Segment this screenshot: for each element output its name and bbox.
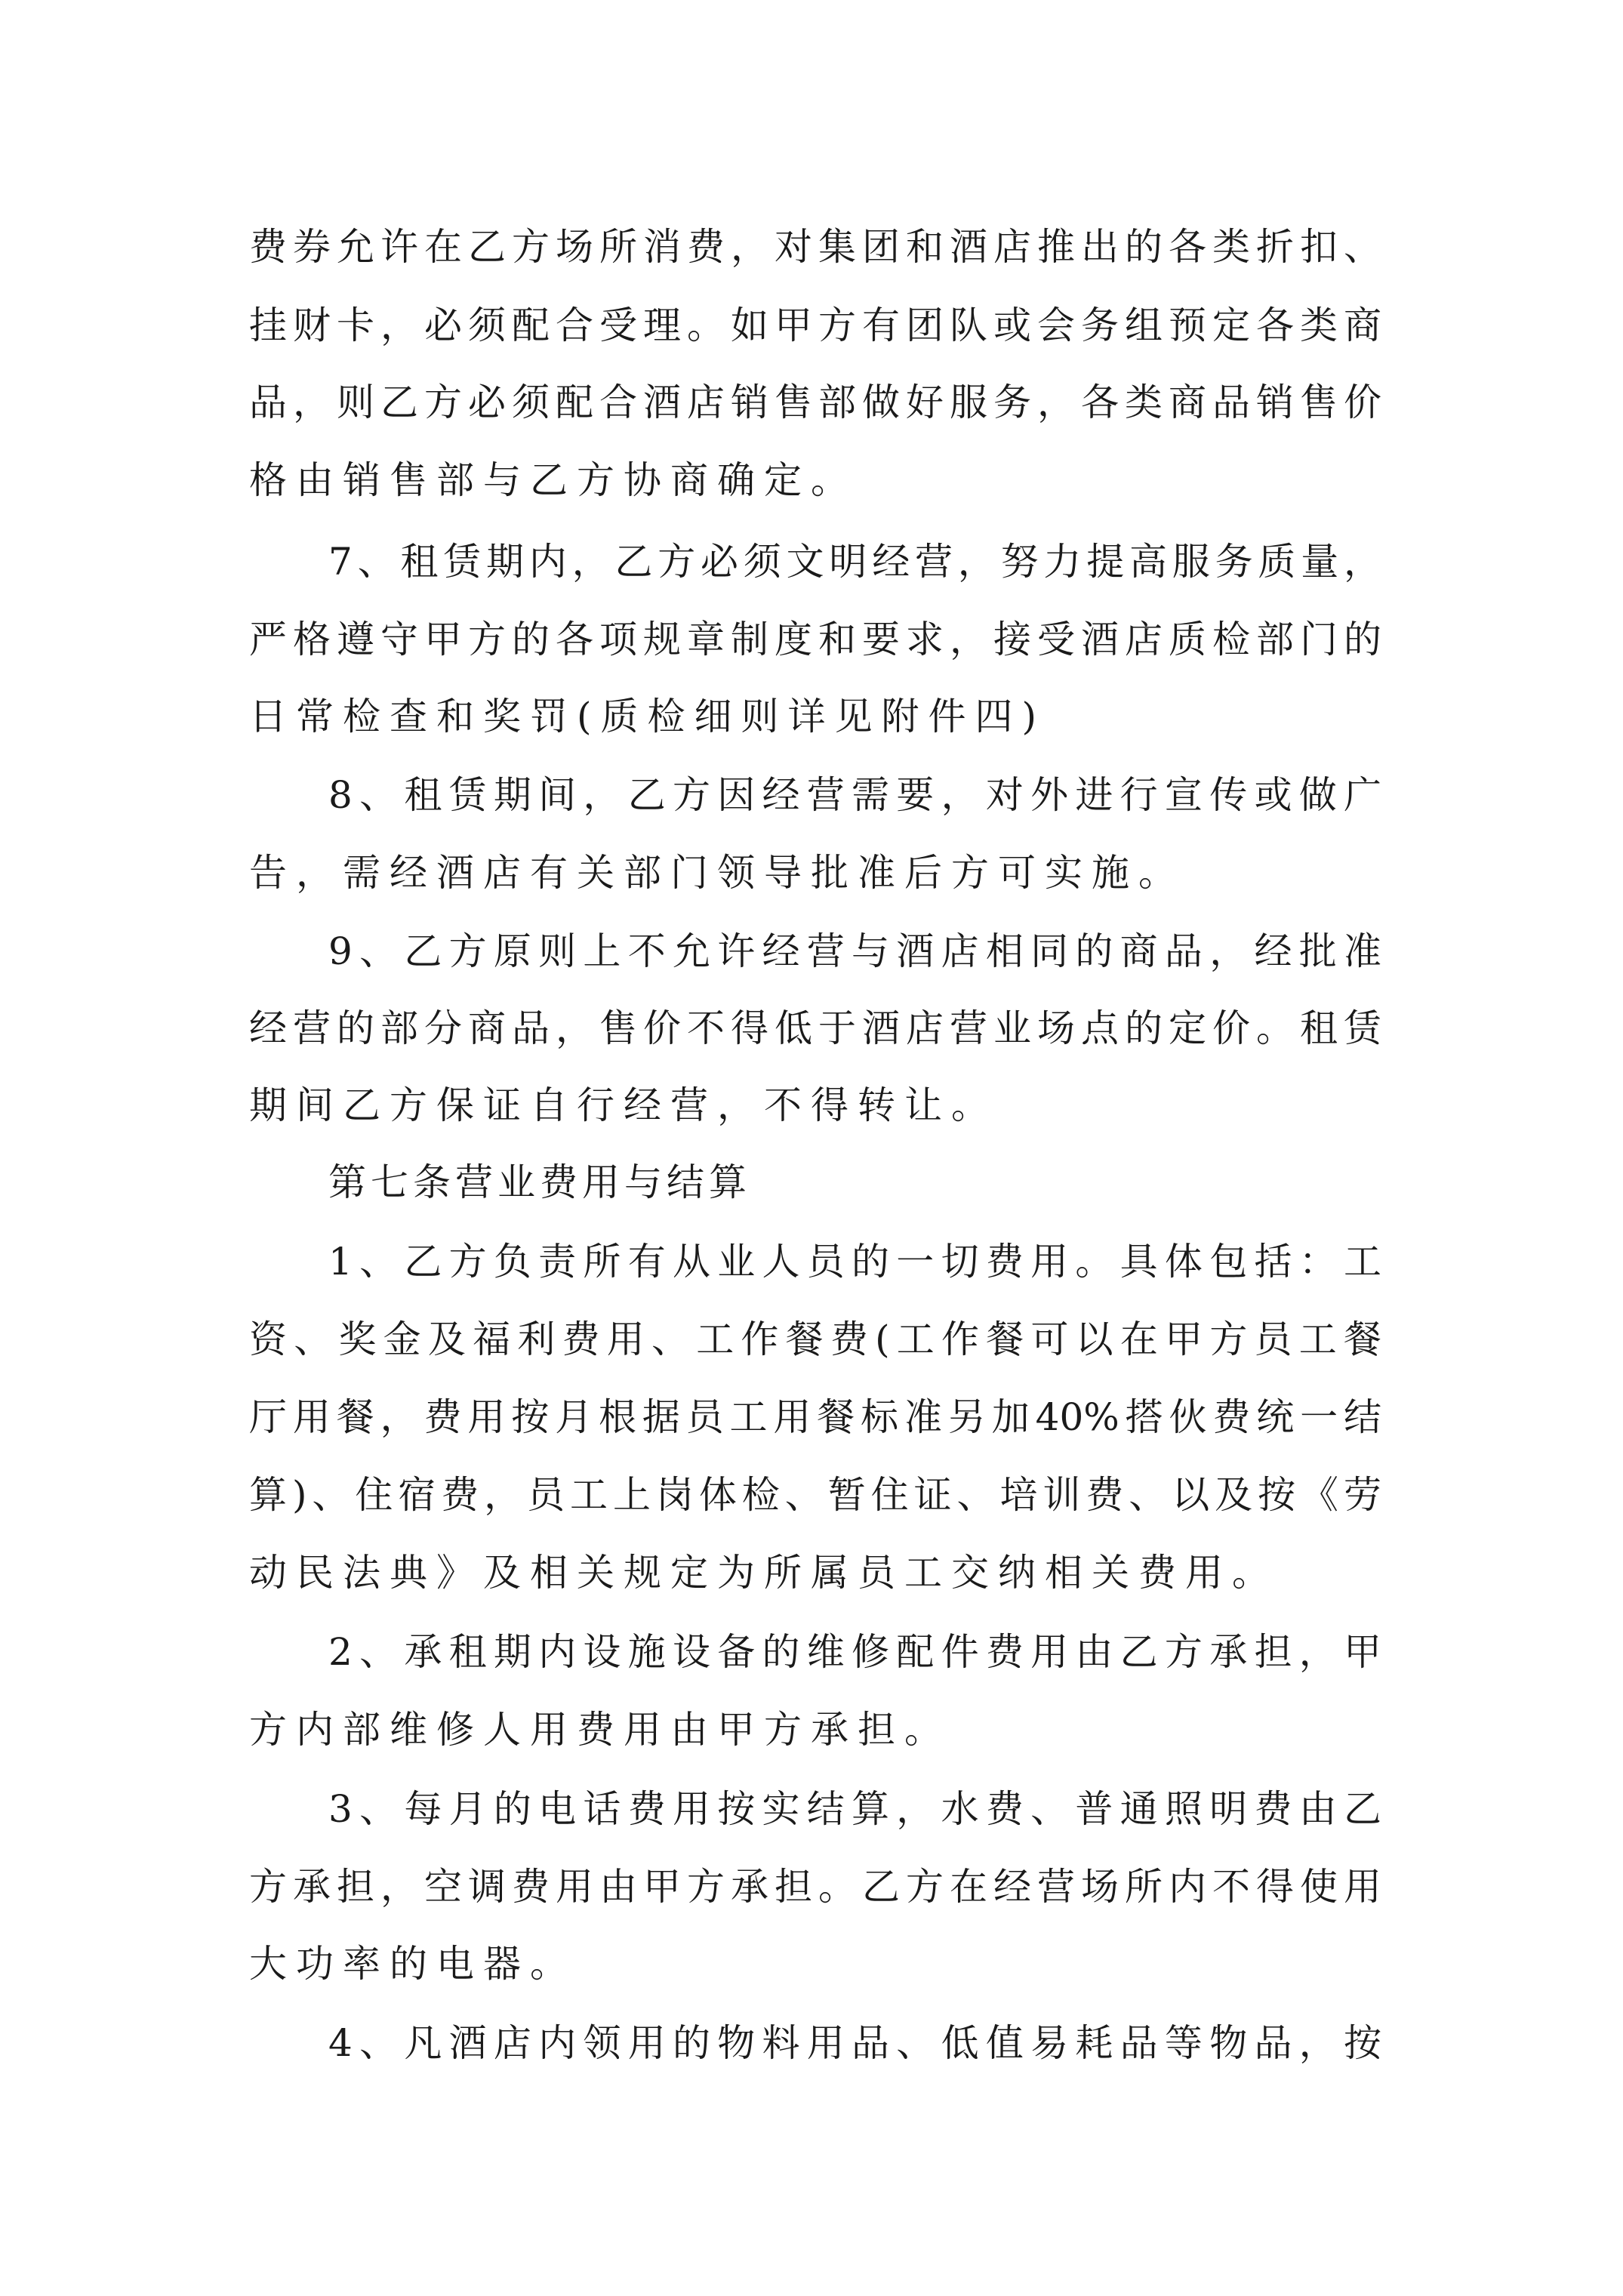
text-line: 1、乙方负责所有从业人员的一切费用。具体包括：工 [328,1240,1381,1284]
text-line: 品，则乙方必须配合酒店销售部做好服务，各类商品销售价 [249,381,1381,424]
text-line: 算)、住宿费，员工上岗体检、暂住证、培训费、以及按《劳 [249,1473,1381,1517]
text-line: 3、每月的电话费用按实结算，水费、普通照明费由乙 [328,1787,1381,1831]
text-line: 日常检查和奖罚(质检细则详见附件四) [249,695,1046,738]
text-line: 方内部维修人用费用由甲方承担。 [249,1708,951,1752]
text-line: 告，需经酒店有关部门领导批准后方可实施。 [249,851,1185,895]
text-line: 资、奖金及福利费用、工作餐费(工作餐可以在甲方员工餐 [249,1318,1381,1361]
text-line: 厅用餐，费用按月根据员工用餐标准另加40%搭伙费统一结 [249,1395,1381,1439]
text-line: 动民法典》及相关规定为所属员工交纳相关费用。 [249,1551,1279,1595]
text-line: 严格遵守甲方的各项规章制度和要求，接受酒店质检部门的 [249,618,1381,661]
text-line: 期间乙方保证自行经营，不得转让。 [249,1083,998,1127]
text-line: 费券允许在乙方场所消费，对集团和酒店推出的各类折扣、 [249,225,1381,269]
text-line: 9、乙方原则上不允许经营与酒店相同的商品，经批准 [328,929,1381,973]
section-heading: 第七条营业费用与结算 [328,1160,751,1204]
text-line: 4、凡酒店内领用的物料用品、低值易耗品等物品，按 [328,2021,1381,2065]
text-line: 2、承租期内设施设备的维修配件费用由乙方承担，甲 [328,1630,1381,1674]
text-line: 8、租赁期间，乙方因经营需要，对外进行宣传或做广 [328,773,1381,817]
text-line: 7、租赁期内，乙方必须文明经营，努力提高服务质量， [328,540,1381,584]
text-line: 方承担，空调费用由甲方承担。乙方在经营场所内不得使用 [249,1865,1381,1909]
text-line: 格由销售部与乙方协商确定。 [249,458,858,502]
text-line: 经营的部分商品，售价不得低于酒店营业场点的定价。租赁 [249,1006,1381,1050]
text-line: 挂财卡，必须配合受理。如甲方有团队或会务组预定各类商 [249,304,1381,347]
text-line: 大功率的电器。 [249,1942,577,1986]
